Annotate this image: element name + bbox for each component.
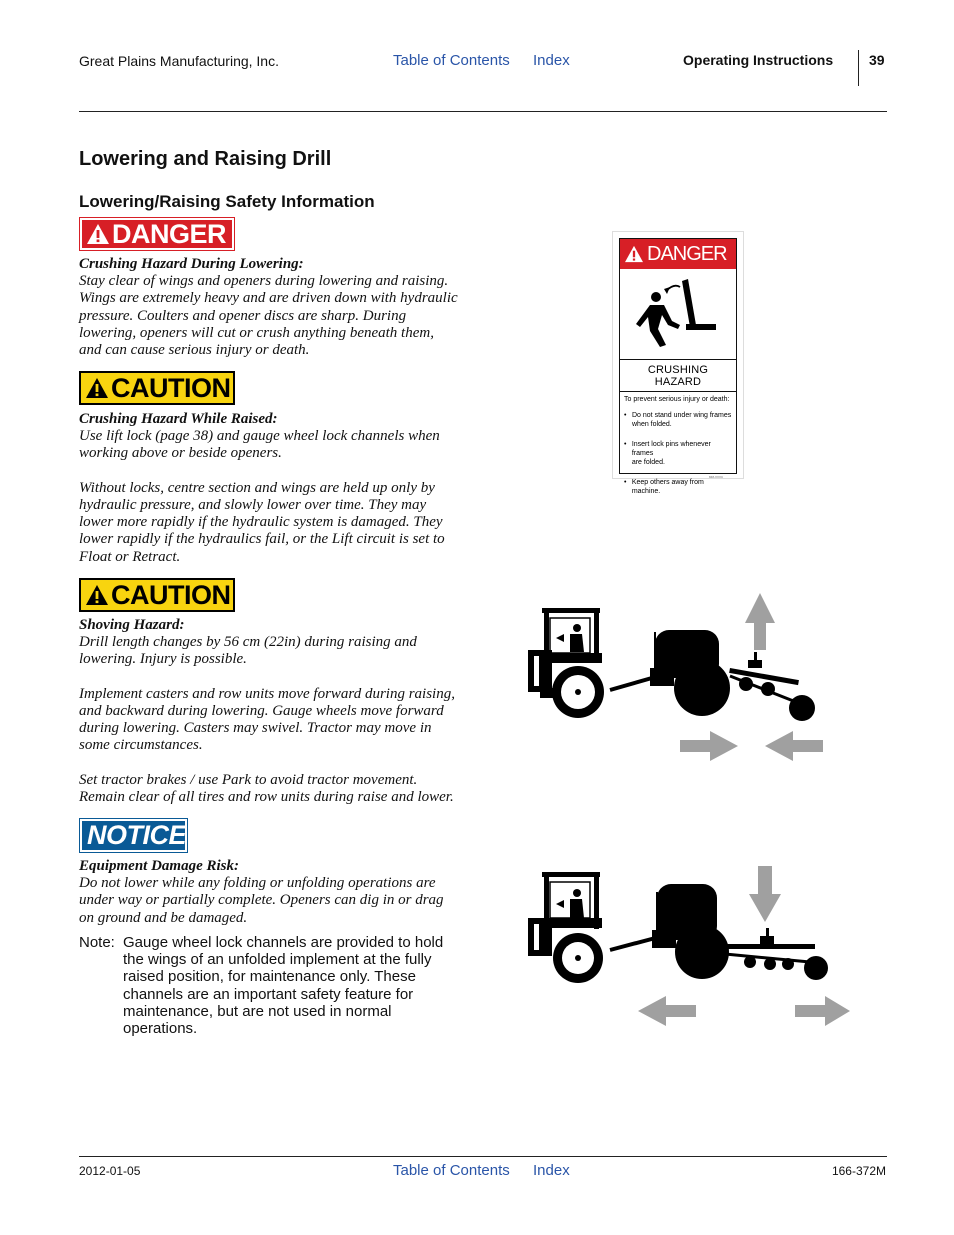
caution1-line: working above or beside openers. [79,445,282,462]
notice-line: under way or partially complete. Openers can dig in or drag [79,892,444,909]
danger-line: and can cause serious injury or death. [79,342,310,359]
note-text [123,934,483,1037]
caution2-line: and backward during lowering. Gauge wheels move forward [79,703,444,719]
caution2-line: during lowering. Casters may swivel. Tractor may move in [79,720,432,737]
right-arrow-icon [795,996,850,1026]
caution1-line: lower rapidly if the hydraulics fail, or the Lift circuit is set to [79,531,445,548]
note-label: Note: [79,934,115,951]
toc-link-footer[interactable]: Table of Contents [393,1162,510,1179]
caution-label: CAUTION [111,579,231,610]
notice-text [79,858,479,927]
company-name: Great Plains Manufacturing, Inc. [79,53,279,69]
caution1-line: hydraulic pressure, and slowly lower over time. They may [79,497,427,513]
decal-signal-word: DANGER [647,242,727,265]
danger-line: pressure. Coulters and opener discs are sharp. During [79,307,407,324]
warning-triangle-icon [623,245,645,263]
left-arrow-icon [765,731,823,761]
section-title: Operating Instructions [683,52,834,68]
caution-label: CAUTION [111,372,231,403]
left-arrow-icon [638,996,696,1026]
note-line: channels are an important safety feature for [123,985,414,1003]
footer-date: 2012-01-05 [79,1164,141,1178]
decal-part-number: 848-XXXC [709,475,724,479]
danger-signal-word [80,218,234,250]
caution2-line: Set tractor brakes / use Park to avoid tractor movement. [79,771,418,788]
crushing-hazard-icon [620,269,735,357]
down-arrow-icon [749,866,781,922]
decal-header [620,239,736,269]
decal-bullet: • Insert lock pins whenever frames are folded. [624,441,711,466]
danger-decal [613,232,743,495]
page-title: Lowering and Raising Drill [79,148,332,170]
index-link-header[interactable]: Index [533,52,570,69]
footer-rule [79,1156,887,1157]
decal-bullet-text: Keep others away from machine. [631,479,704,495]
up-arrow-icon [745,593,775,650]
notice-line: on ground and be damaged. [79,909,248,926]
decal-bullet-text: are folded. [631,459,665,466]
caution2-line: lowering. Injury is possible. [79,651,247,668]
toc-link-header[interactable]: Table of Contents [393,52,510,69]
caution2-line: Drill length changes by 56 cm (22in) during raising and [79,634,417,651]
caution1-line: Float or Retract. [79,548,181,565]
doc-number: 166-372M [831,1164,886,1178]
subtitle: Lowering/Raising Safety Information [79,192,375,211]
caution2-line: Implement casters and row units move forward during raising, [79,685,455,702]
danger-heading: Crushing Hazard During Lowering: [79,256,304,272]
caution1-text [79,411,479,566]
caution2-text [79,617,479,806]
notice-line: Do not lower while any folding or unfolding operations are [79,875,436,892]
caution-signal-word-1 [79,371,235,405]
page-number: 39 [869,52,885,68]
note-line: operations. [123,1020,198,1038]
caution1-heading: Crushing Hazard While Raised: [79,411,278,427]
index-link-footer[interactable]: Index [533,1162,570,1179]
note-line: raised position, for maintenance only. These [123,968,416,986]
decal-bullet-text: Insert lock pins whenever frames [631,441,711,457]
danger-line: lowering, openers will cut or crush anything beneath them, [79,324,434,341]
decal-intro: To prevent serious injury or death: [624,396,730,403]
danger-line: Wings are extremely heavy and are driven down with hydraulic [79,290,458,307]
danger-line: Stay clear of wings and openers during lowering and raising. [79,273,449,290]
note-line: maintenance, but are not used in normal [123,1002,392,1020]
notice-signal-word [80,819,187,852]
danger-text [79,256,479,359]
right-arrow-icon [680,731,738,761]
decal-bullet: • Do not stand under wing frames when folded. [624,412,732,428]
lowering-illustration [520,862,860,1030]
decal-pictogram [620,269,736,360]
danger-label: DANGER [112,218,227,249]
caution1-line: Use lift lock (page 38) and gauge wheel lock channels when [79,428,440,445]
notice-heading: Equipment Damage Risk: [79,858,240,874]
caution1-line: lower more rapidly if the hydraulic system is damaged. They [79,514,443,531]
decal-bullet: • Keep others away from machine. [624,478,732,496]
raising-illustration [520,590,840,765]
warning-triangle-icon [85,584,109,606]
caution2-heading: Shoving Hazard: [79,617,185,633]
caution1-line: Without locks, centre section and wings are held up only by [79,479,435,496]
decal-bullet-text: Do not stand under wing frames [632,412,732,419]
header-divider [858,50,859,86]
caution2-line: Remain clear of all tires and row units during raise and lower. [79,789,454,805]
caution2-line: some circumstances. [79,737,203,754]
warning-triangle-icon [85,377,109,399]
caution-signal-word-2 [79,578,235,612]
header-rule [79,111,887,112]
decal-bullet-text: when folded. [632,421,672,428]
note-line: the wings of an unfolded implement at the fully [123,951,432,969]
note-line: Gauge wheel lock channels are provided to hold [123,934,444,951]
decal-hazard-title: CRUSHING HAZARD [647,364,709,388]
notice-label: NOTICE [87,820,187,850]
warning-triangle-icon [86,223,110,245]
